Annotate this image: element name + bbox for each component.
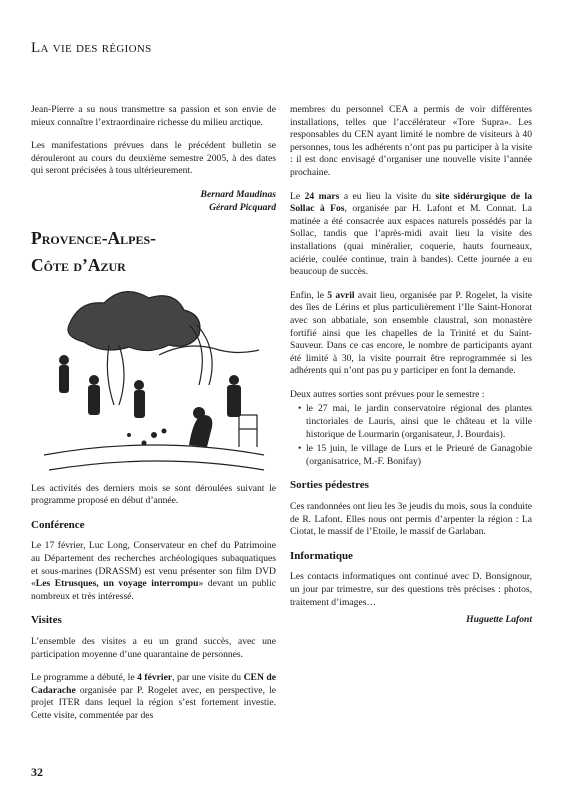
right-paragraph-2 [290,191,532,279]
region-title-line-2: Côte d’Azur [31,254,126,275]
cen-cadarache: CEN de Cadarache [31,672,276,696]
visites-text-b: , par une visite du [172,672,244,684]
right-paragraph-1: membres du personnel CEA a permis de voir différentes installations, telles que l’accélérateur «Tore Supra». Les responsables du CEN ayant limité le nombre de visiteurs à 40 personnes, tous les adhérents n’ont pas pu participer à la visite : il est donc envisagé d’organiser une nouvelle visite l’année prochaine. [290,104,532,178]
sollac-text-b: a eu lieu la visite du [339,190,436,202]
sorties-heading: Sorties pédestres [290,479,369,492]
conference-text-b: » devant un public nombreux et très intéressé. [31,578,277,602]
region-title [31,225,276,279]
intro-paragraph-1: Jean-Pierre a su nous transmettre sa passion et son envie de mieux connaître l’extraordinaire richesse du milieu arctique. [31,104,276,128]
section-header: La vie des régions [31,40,152,56]
date-4-fevrier: 4 février [137,672,173,684]
signature-lafont: Huguette Lafont [466,614,532,626]
film-title: Les Etrusques, un voyage interrompu [35,578,199,590]
site-sollac: site sidérurgique de la Sollac à Fos [290,190,532,215]
visites-paragraph-2 [31,672,276,722]
outings-list [290,403,532,468]
sorties-paragraph: Ces randonnées ont lieu les 3e jeudis du mois, sous la conduite de R. Lafont. Elles nous ont permis d’arpenter la région : La Ciotat, le massif de l’Etoile, le massif de Garlaban. [290,501,532,538]
intro-paragraph-2: Les manifestations prévues dans le précédent bulletin se dérouleront au cours du deuxième semestre 2005, à des dates qui seront précisées à tous ultérieurement. [31,140,276,177]
sollac-text-a: Le [290,190,305,202]
date-24-mars: 24 mars [304,190,340,202]
visites-text-a: Le programme a débuté, le [31,672,138,684]
signature-1: Bernard Maudinas [200,188,276,200]
visites-text-c: organisée par P. Rogelet avec, en perspective, le projet ITER dans lequel la région s’est fortement investie. Cette visite, commentée par des [31,684,276,721]
page-number: 32 [31,765,43,779]
visites-heading: Visites [31,614,62,627]
signature-2: Gérard Picquard [209,201,276,213]
signature-block [31,189,276,215]
informatique-paragraph: Les contacts informatiques ont continué avec D. Bonsignour, un jour par trimestre, sur des questions très précises : photos, traitement d’images… [290,571,532,608]
right-paragraph-3 [290,290,532,378]
left-column [31,104,276,733]
outing-item-1: • le 27 mai, le jardin conservatoire régional des plantes tinctoriales de Lauris, ainsi que le château et la ville historique de Lourmarin (organisateur, J. Bourdais). [298,403,532,441]
region-title-line-1: Provence-Alpes- [31,227,157,248]
conference-paragraph [31,540,276,603]
informatique-heading: Informatique [290,549,353,562]
conference-heading: Conférence [31,518,85,531]
right-column [290,104,532,627]
conference-text-a: Le 17 février, Luc Long, Conservateur en chef du Patrimoine au Département des recherches archéologiques subaquatiques et sous-marines (DRASSM) est venu présenter son film DVD « [31,540,276,590]
lerins-text-a: Enfin, le [290,289,328,301]
visites-paragraph-1: L’ensemble des visites a eu un grand succès, avec une participation moyenne d’une quarantaine de personnes. [31,635,276,660]
activities-intro: Les activités des derniers mois se sont déroulées suivant le programme proposé en début d’année. [31,482,276,507]
outing-item-2: • le 15 juin, le village de Lurs et le Prieuré de Ganagobie (organisatrice, M.-F. Bonifay) [298,443,532,468]
date-5-avril: 5 avril [327,289,355,301]
lerins-text-b: avait lieu, organisée par P. Rogelet, la visite des îles de Lérins et plus particulièrement l’Ile Saint-Honorat avec son abbatiale, son ensemble claustral, son monastère fortifié ainsi que les chapelles de la Trinité et du Saint-Sauveur. Dans ce cas encore, le nombre de participants ayant été limité à 30, la visite pourrait être reprogrammée si les adhérents qui n’ont pas pu y participer en font la demande. [290,289,532,377]
petanque-illustration [39,285,269,475]
sollac-text-c: , organisée par H. Lafont et M. Connat. La matinée a été consacrée aux espaces naturels possédés par la Sollac, tandis que l’après-midi avait lieu la visite des installations (quai minéralier, coquerie, hauts fourneaux, aciérie, coulée continue, train à bandes). Cette journée a eu beaucoup de succès. [290,203,532,278]
right-paragraph-4: Deux autres sorties sont prévues pour le semestre : [290,388,485,400]
